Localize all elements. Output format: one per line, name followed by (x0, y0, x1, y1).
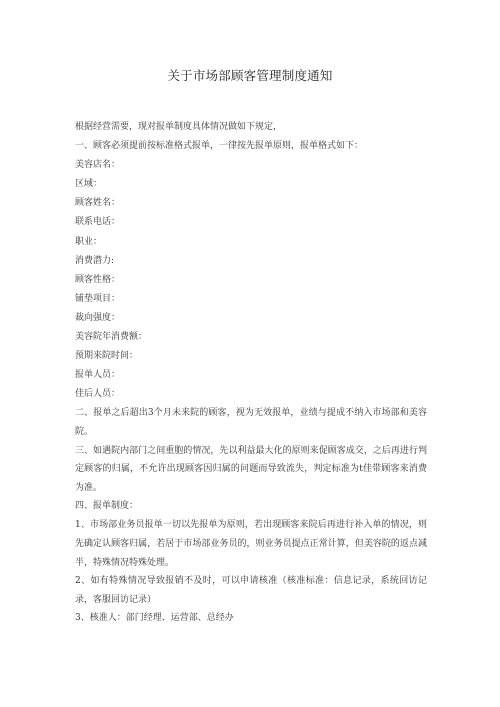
field-occupation: 职业： (75, 236, 103, 247)
field-store-name: 美容店名： (75, 160, 121, 171)
clause-4: 四、报单制度： (75, 501, 139, 512)
field-customer-name: 顾客姓名： (75, 198, 121, 209)
document-body (75, 118, 427, 629)
field-personality: 顾客性格： (75, 274, 121, 285)
field-expected-visit: 预期来院时间： (75, 351, 139, 362)
field-follow-up: 佳后人员： (75, 389, 121, 400)
field-lead-project: 铺垫项目： (75, 293, 121, 304)
field-annual-spend: 美容院年消费额： (75, 332, 148, 343)
document-title: 关于市场部顾客管理制度通知 (167, 68, 333, 83)
field-intent-strength: 裁向强度： (75, 312, 121, 323)
field-region: 区域： (75, 179, 103, 190)
rule-item-2: 2、如有特殊情况导致报销不及时，可以申请核准（核准标准：信息记录，系统回访记录，客服回访记录） (75, 576, 427, 605)
report-form-fields (75, 156, 427, 404)
field-reporter: 报单人员： (75, 370, 121, 381)
clause-1: 一、顾客必须提前按标准格式报单，一律按先报单原则，报单格式如下： (75, 141, 364, 152)
intro-paragraph: 根据经营需要，现对报单制度具体情况做如下规定， (75, 122, 283, 132)
field-phone: 联系电话： (75, 217, 121, 228)
rule-item-3: 3、核准人：部门经理、运营部、总经办 (75, 613, 234, 624)
clause-2: 二、报单之后超出3个月未来院的顾客，视为无效报单，业绩与提成不纳入市场部和美容院。 (75, 408, 427, 437)
rule-item-1: 1、市场部业务员报单一切以先报单为原则，若出现顾客来院后再进行补入单的情况，则先确定认顾客归属，若居于市场部业务员的，则业务员提点正常计算，但美容院的返点减半，特殊情况特殊处理。 (75, 520, 427, 568)
clause-3: 三、如遇院内部门之间重胞的情况，先以利益最大化的原则来促顾客成交，之后再进行判定顾客的归属，不允许出现顾客因归属的问题而导致流失，判定标准为t佳带顾客来消费为准。 (75, 445, 427, 493)
field-spending-potential: 消费潜力: (75, 255, 115, 266)
